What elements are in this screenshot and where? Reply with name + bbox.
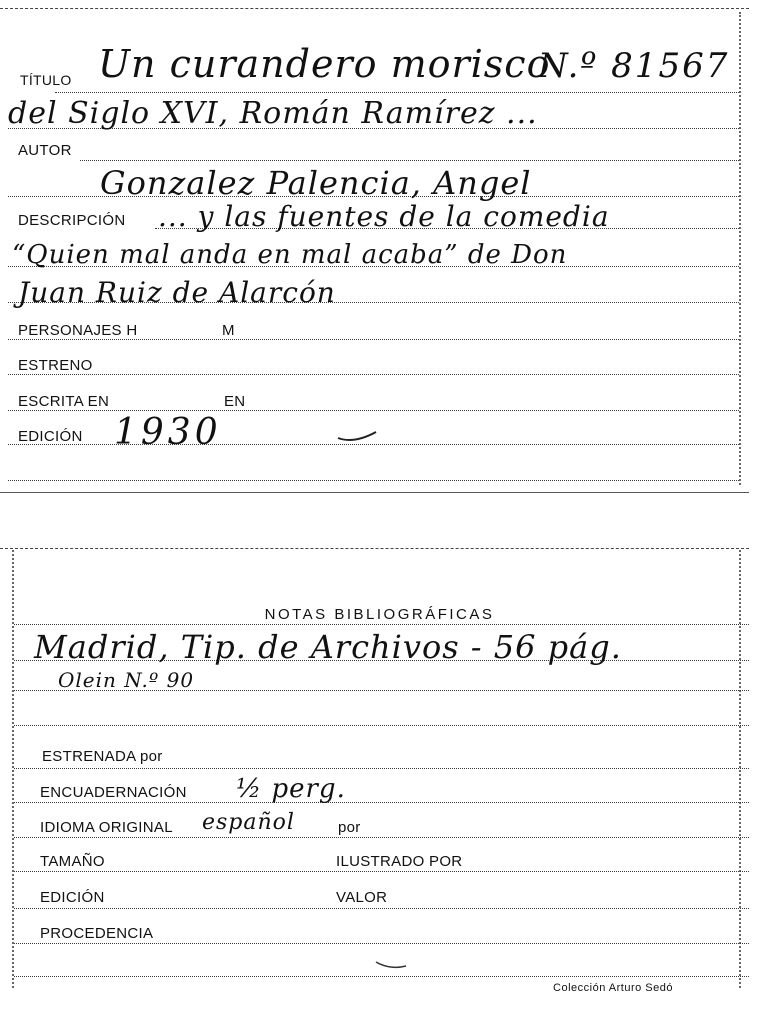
rule-personajes bbox=[8, 339, 739, 340]
label-idioma: IDIOMA ORIGINAL bbox=[40, 819, 173, 836]
handwritten-title-line1: Un curandero morisco bbox=[98, 42, 551, 86]
card-right-edge bbox=[739, 12, 741, 485]
label-edicion: EDICIÓN bbox=[18, 428, 83, 445]
handwritten-language: español bbox=[202, 810, 295, 835]
handwritten-title-line2: del Siglo XVI, Román Ramírez ... bbox=[8, 96, 538, 131]
handwritten-description-line2: “Quien mal anda en mal acaba” de Don bbox=[12, 240, 568, 270]
handwritten-edition-year: 1930 bbox=[114, 412, 222, 453]
rule-procedencia bbox=[14, 943, 749, 944]
handwritten-notes-line2: Olein N.º 90 bbox=[58, 668, 195, 692]
catalog-card-back bbox=[0, 540, 759, 1028]
label-autor: AUTOR bbox=[18, 142, 72, 159]
handwritten-binding: ½ perg. bbox=[236, 774, 346, 804]
label-tamano: TAMAÑO bbox=[40, 853, 105, 870]
rule-blank-back bbox=[14, 976, 749, 977]
rule-edicion-back bbox=[14, 908, 749, 909]
handwritten-description-line3: Juan Ruiz de Alarcón bbox=[18, 276, 336, 309]
catalog-card-front bbox=[0, 0, 759, 493]
handwritten-notes-line1: Madrid, Tip. de Archivos - 56 pág. bbox=[34, 628, 622, 666]
rule-escrita bbox=[8, 410, 739, 411]
label-titulo: TÍTULO bbox=[20, 72, 72, 88]
label-edicion-back: EDICIÓN bbox=[40, 889, 105, 906]
label-idioma-por: por bbox=[338, 819, 361, 836]
card-back-top-edge bbox=[0, 548, 749, 549]
label-escrita-en-2: EN bbox=[224, 393, 246, 410]
rule-idioma bbox=[14, 837, 749, 838]
label-escrita-en: ESCRITA EN bbox=[18, 393, 110, 410]
rule-notes-1 bbox=[14, 624, 749, 625]
label-descripcion: DESCRIPCIÓN bbox=[18, 212, 126, 229]
label-personajes: PERSONAJES H bbox=[18, 322, 138, 339]
pen-mark bbox=[336, 428, 380, 444]
handwritten-author: Gonzalez Palencia, Angel bbox=[100, 164, 532, 202]
label-encuadernacion: ENCUADERNACIÓN bbox=[40, 784, 187, 801]
rule-tamano bbox=[14, 871, 749, 872]
card-top-edge bbox=[0, 8, 749, 9]
rule-autor bbox=[80, 160, 739, 161]
label-estrenada: ESTRENADA por bbox=[42, 748, 163, 765]
label-valor: VALOR bbox=[336, 889, 388, 906]
rule-notes-4 bbox=[14, 725, 749, 726]
pen-mark-back bbox=[374, 958, 410, 972]
rule-estrenada bbox=[14, 768, 749, 769]
rule-titulo bbox=[55, 92, 739, 93]
label-ilustrado: ILUSTRADO POR bbox=[336, 853, 463, 870]
label-procedencia: PROCEDENCIA bbox=[40, 925, 154, 942]
rule-blank bbox=[8, 480, 739, 481]
label-estreno: ESTRENO bbox=[18, 357, 93, 374]
rule-encuadernacion bbox=[14, 802, 749, 803]
label-personajes-m: M bbox=[222, 322, 235, 339]
collection-credit: Colección Arturo Sedó bbox=[553, 982, 673, 994]
rule-estreno bbox=[8, 374, 739, 375]
notes-header: NOTAS BIBLIOGRÁFICAS bbox=[264, 606, 495, 623]
handwritten-record-number: N.º 81567 bbox=[538, 46, 730, 86]
handwritten-description-line1: ... y las fuentes de la comedia bbox=[158, 200, 610, 233]
